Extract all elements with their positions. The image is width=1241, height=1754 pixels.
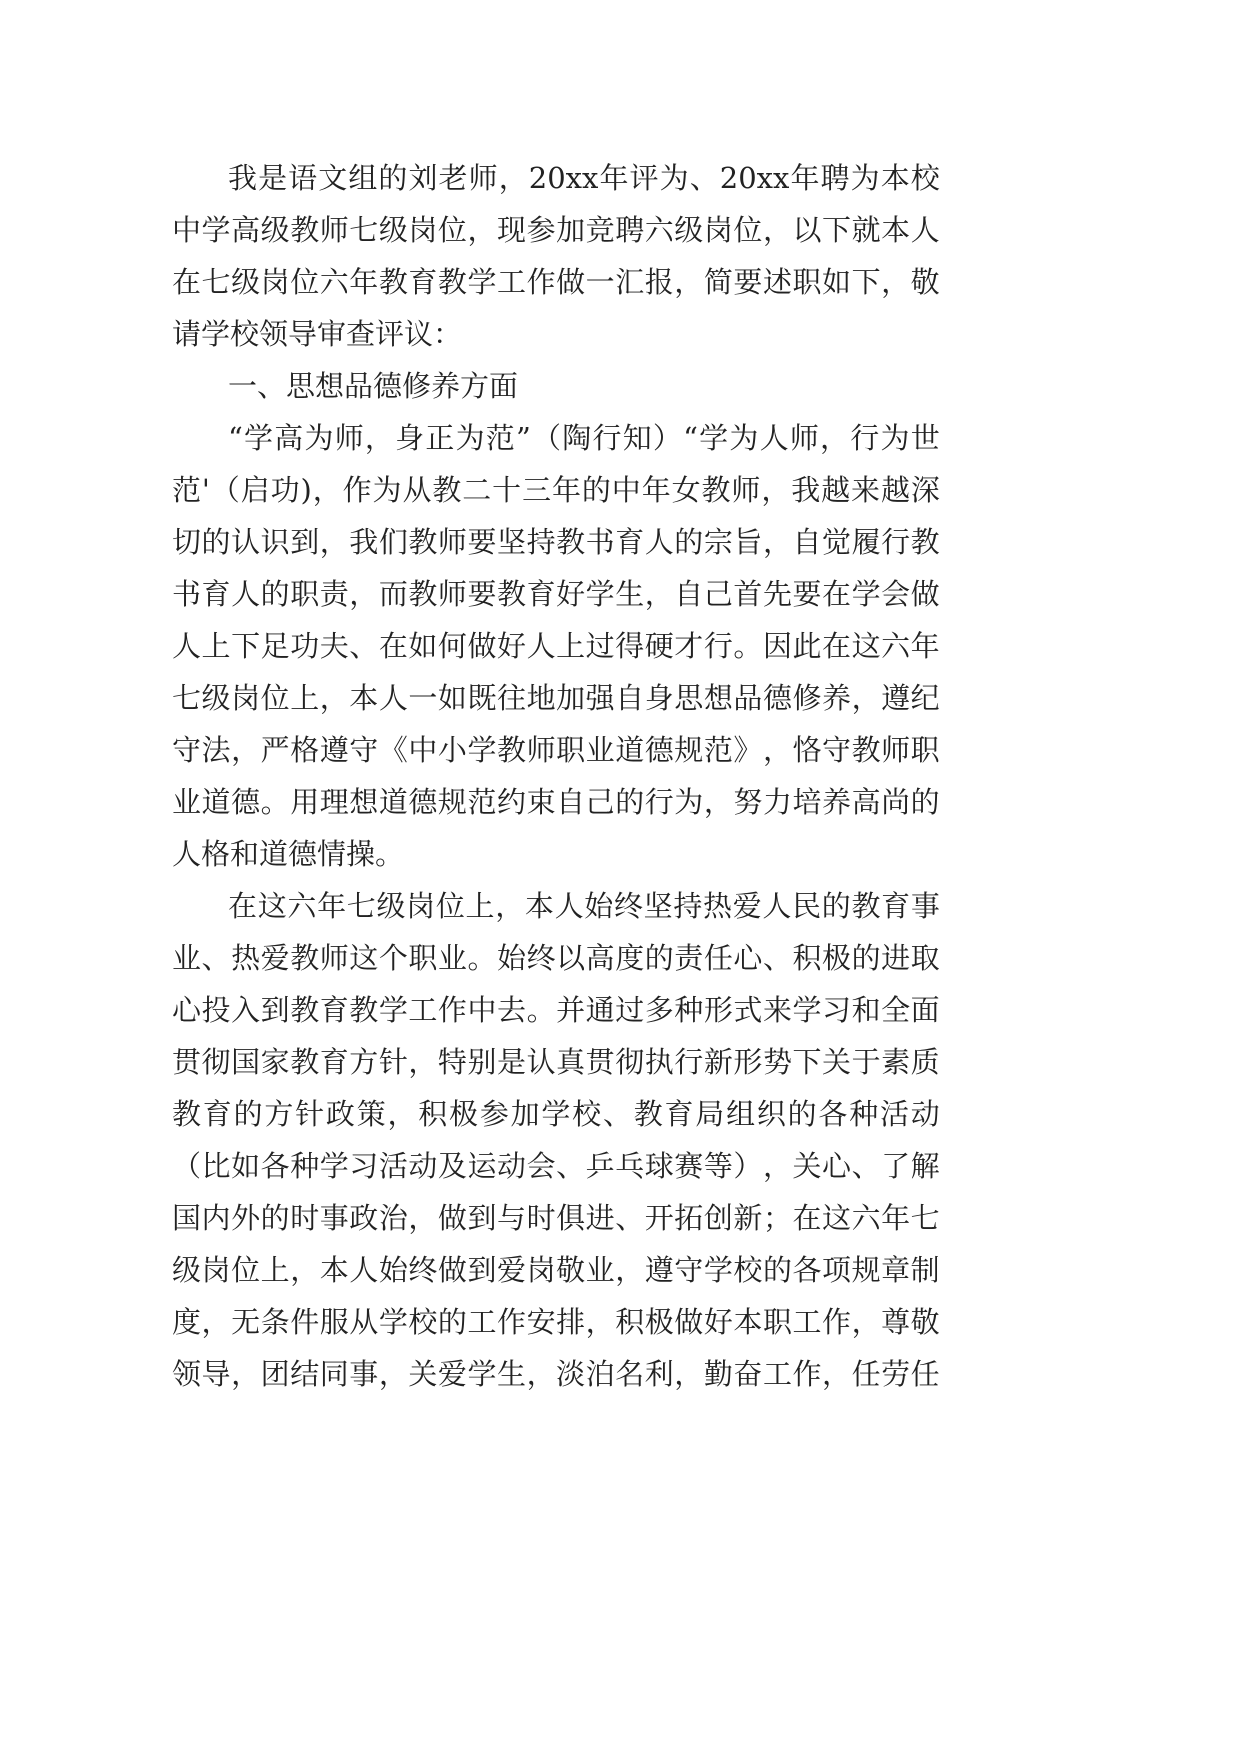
text-line: 国 内 外 的 时 事 政 治 ， 做 到 与 时 俱 进 、 开 拓 创 新 ； 在 这 六 年 七 xyxy=(172,1201,940,1235)
text-line: 人格和道德情操。 xyxy=(172,837,405,871)
text-line: 七 级 岗 位 上 ， 本 人 一 如 既 往 地 加 强 自 身 思 想 品 德 修 养 ， 遵 纪 xyxy=(172,681,940,715)
text-line: 心 投 入 到 教 育 教 学 工 作 中 去 。 并 通 过 多 种 形 式 来 学 习 和 全 面 xyxy=(172,993,940,1027)
text-line: “ 学 高 为 师 ， 身 正 为 范 ” （ 陶 行 知 ） “ 学 为 人 师 ， 行 为 世 xyxy=(228,421,940,455)
text-line: 在 七 级 岗 位 六 年 教 育 教 学 工 作 做 一 汇 报 ， 简 要 述 职 如 下 ， 敬 xyxy=(172,265,940,299)
text-line: 业 、 热 爱 教 师 这 个 职 业 。 始 终 以 高 度 的 责 任 心 、 积 极 的 进 取 xyxy=(172,941,940,975)
text-line: 级 岗 位 上 ， 本 人 始 终 做 到 爱 岗 敬 业 ， 遵 守 学 校 的 各 项 规 章 制 xyxy=(172,1253,940,1287)
text-line: 我 是 语 文 组 的 刘 老 师 ， 20xx 年 评 为 、 20xx 年 聘 为 本 校 xyxy=(228,161,940,195)
text-line: 中 学 高 级 教 师 七 级 岗 位 ， 现 参 加 竞 聘 六 级 岗 位 ， 以 下 就 本 人 xyxy=(172,213,940,247)
text-line: 业 道 德 。 用 理 想 道 德 规 范 约 束 自 己 的 行 为 ， 努 力 培 养 高 尚 的 xyxy=(172,785,940,819)
text-line: 教 育 的 方 针 政 策 ， 积 极 参 加 学 校 、 教 育 局 组 织 的 各 种 活 动 xyxy=(172,1097,940,1131)
text-line: 切 的 认 识 到 ， 我 们 教 师 要 坚 持 教 书 育 人 的 宗 旨 ， 自 觉 履 行 教 xyxy=(172,525,940,559)
text-line: 领 导 ， 团 结 同 事 ， 关 爱 学 生 ， 淡 泊 名 利 ， 勤 奋 工 作 ， 任 劳 任 xyxy=(172,1357,940,1391)
text-line: 范 ' （ 启 功 ) ， 作 为 从 教 二 十 三 年 的 中 年 女 教 师 ， 我 越 来 越 深 xyxy=(172,473,940,507)
text-line: 请学校领导审查评议： xyxy=(172,317,463,351)
section-heading: 一、思想品德修养方面 xyxy=(228,369,519,403)
text-line: 书 育 人 的 职 责 ， 而 教 师 要 教 育 好 学 生 ， 自 己 首 先 要 在 学 会 做 xyxy=(172,577,940,611)
text-line: 贯 彻 国 家 教 育 方 针 ， 特 别 是 认 真 贯 彻 执 行 新 形 势 下 关 于 素 质 xyxy=(172,1045,940,1079)
text-line: （ 比 如 各 种 学 习 活 动 及 运 动 会 、 乒 乓 球 赛 等 ） ， 关 心 、 了 解 xyxy=(172,1149,940,1183)
text-line: 度 ， 无 条 件 服 从 学 校 的 工 作 安 排 ， 积 极 做 好 本 职 工 作 ， 尊 敬 xyxy=(172,1305,940,1339)
text-line: 人 上 下 足 功 夫 、 在 如 何 做 好 人 上 过 得 硬 才 行 。 因 此 在 这 六 年 xyxy=(172,629,940,663)
text-line: 守 法 ， 严 格 遵 守 《 中 小 学 教 师 职 业 道 德 规 范 》 ， 恪 守 教 师 职 xyxy=(172,733,940,767)
text-line: 在 这 六 年 七 级 岗 位 上 ， 本 人 始 终 坚 持 热 爱 人 民 的 教 育 事 xyxy=(228,889,940,923)
